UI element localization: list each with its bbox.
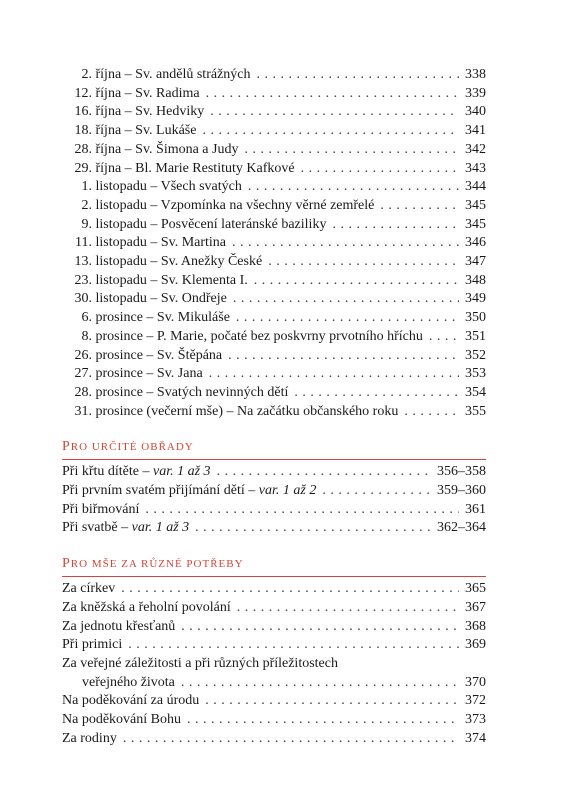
entry-page: 370 bbox=[465, 674, 486, 690]
dot-leader bbox=[202, 122, 459, 141]
entry-page: 362–364 bbox=[437, 520, 486, 536]
entry-page: 338 bbox=[465, 67, 486, 82]
section-heading-rites: PRO URČITÉ OBŘADY bbox=[62, 438, 486, 460]
entry-variant: var. 1 až 3 bbox=[153, 464, 211, 480]
entry-day: 2. bbox=[81, 67, 92, 82]
rites-list bbox=[62, 463, 486, 538]
dot-leader bbox=[257, 66, 460, 85]
toc-entry bbox=[62, 85, 486, 104]
dot-leader bbox=[145, 501, 459, 520]
dot-leader bbox=[181, 674, 459, 693]
entry-title: Při svatbě – bbox=[62, 520, 132, 536]
dot-leader bbox=[244, 141, 459, 160]
entry-day: 18. bbox=[74, 123, 92, 139]
section-heading-needs: PRO MŠE ZA RŮZNÉ POTŘEBY bbox=[62, 555, 486, 577]
entry-title: listopadu – Posvěcení lateránské baziliky bbox=[95, 216, 327, 232]
dot-leader bbox=[217, 463, 431, 482]
entry-title: Za jednotu křesťanů bbox=[62, 618, 176, 634]
dot-leader bbox=[429, 328, 459, 347]
dot-leader bbox=[232, 234, 459, 253]
entry-title: října – Sv. andělů strážných bbox=[95, 67, 251, 82]
entry-day: 23. bbox=[74, 272, 92, 288]
dot-leader bbox=[294, 384, 459, 403]
toc-entry bbox=[62, 253, 486, 272]
dot-leader bbox=[332, 216, 459, 235]
entry-page: 352 bbox=[465, 347, 486, 363]
entry-day: 26. bbox=[74, 347, 92, 363]
toc-entry bbox=[62, 519, 486, 538]
entry-day: 12. bbox=[74, 85, 92, 101]
entry-title: října – Bl. Marie Restituty Kafkové bbox=[95, 160, 295, 176]
entry-day: 6. bbox=[81, 310, 92, 326]
toc-entry-line2 bbox=[62, 674, 486, 693]
entry-page: 367 bbox=[465, 599, 486, 615]
dot-leader bbox=[404, 403, 459, 422]
dot-leader bbox=[209, 365, 459, 384]
toc-entry bbox=[62, 347, 486, 366]
entry-day: 16. bbox=[74, 104, 92, 120]
entry-page: 350 bbox=[465, 310, 486, 326]
entry-title: Za církev bbox=[62, 581, 116, 597]
dot-leader bbox=[254, 272, 459, 291]
entry-day: 28. bbox=[74, 141, 92, 157]
entry-day: 11. bbox=[75, 235, 92, 251]
toc-entry bbox=[62, 141, 486, 160]
dot-leader bbox=[206, 85, 459, 104]
entry-page: 354 bbox=[465, 384, 486, 400]
entry-title: listopadu – Vzpomínka na všechny věrné zemřelé bbox=[95, 197, 375, 213]
entry-variant: var. 1 až 3 bbox=[131, 520, 190, 536]
dot-leader bbox=[237, 599, 459, 618]
feast-list bbox=[62, 66, 486, 421]
entry-day: 13. bbox=[74, 254, 92, 270]
entry-page: 372 bbox=[465, 693, 486, 709]
dot-leader bbox=[123, 730, 459, 749]
entry-page: 344 bbox=[465, 179, 486, 195]
dot-leader bbox=[301, 160, 459, 179]
entry-title: Při primici bbox=[62, 637, 123, 653]
entry-page: 351 bbox=[465, 328, 486, 344]
entry-page: 374 bbox=[465, 730, 486, 746]
toc-entry bbox=[62, 103, 486, 122]
dot-leader bbox=[128, 636, 459, 655]
entry-title: října – Sv. Hedviky bbox=[95, 104, 205, 120]
entry-page: 368 bbox=[465, 618, 486, 634]
entry-day: 9. bbox=[81, 216, 92, 232]
entry-title: prosince – Svatých nevinných dětí bbox=[95, 384, 289, 400]
dot-leader bbox=[121, 580, 459, 599]
toc-entry bbox=[62, 178, 486, 197]
entry-page: 345 bbox=[465, 216, 486, 232]
entry-page: 355 bbox=[465, 403, 486, 419]
entry-title: prosince – P. Marie, počaté bez poskvrny prvotního hříchu bbox=[95, 328, 423, 344]
entry-title: října – Sv. Lukáše bbox=[95, 123, 197, 139]
toc-entry-line1 bbox=[62, 655, 486, 674]
entry-day: 8. bbox=[81, 328, 92, 344]
entry-day: 27. bbox=[74, 366, 92, 382]
dot-leader bbox=[195, 519, 431, 538]
entry-title: prosince – Sv. Jana bbox=[95, 366, 203, 382]
entry-title: Při biřmování bbox=[62, 501, 140, 517]
toc-entry bbox=[62, 365, 486, 384]
entry-page: 345 bbox=[465, 197, 486, 213]
entry-day: 29. bbox=[74, 160, 92, 176]
entry-title: Za veřejné záležitosti a při různých příležitostech bbox=[62, 655, 338, 671]
toc-entry bbox=[62, 730, 486, 749]
dot-leader bbox=[187, 711, 459, 730]
toc-entry bbox=[62, 328, 486, 347]
entry-title: listopadu – Sv. Klementa I. bbox=[95, 272, 248, 288]
entry-page: 369 bbox=[465, 637, 486, 653]
entry-page: 373 bbox=[465, 712, 486, 728]
toc-entry bbox=[62, 618, 486, 637]
entry-title: listopadu – Všech svatých bbox=[95, 179, 242, 195]
entry-page: 340 bbox=[465, 104, 486, 120]
dot-leader bbox=[228, 347, 459, 366]
dot-leader bbox=[248, 178, 459, 197]
toc-entry bbox=[62, 463, 486, 482]
entry-title: Při prvním svatém přijímání dětí – bbox=[62, 483, 259, 499]
dot-leader bbox=[205, 692, 459, 711]
entry-title: prosince – Sv. Mikuláše bbox=[95, 310, 230, 326]
toc-entry bbox=[62, 692, 486, 711]
entry-day: 28. bbox=[74, 384, 92, 400]
toc-entry bbox=[62, 403, 486, 422]
entry-title: října – Sv. Šimona a Judy bbox=[95, 141, 239, 157]
dot-leader bbox=[233, 290, 459, 309]
dot-leader bbox=[322, 482, 431, 501]
entry-page: 347 bbox=[465, 254, 486, 270]
dot-leader bbox=[380, 197, 459, 216]
toc-entry bbox=[62, 711, 486, 730]
entry-title: listopadu – Sv. Ondřeje bbox=[95, 291, 227, 307]
entry-title: Za rodiny bbox=[62, 730, 117, 746]
entry-day: 2. bbox=[81, 197, 92, 213]
entry-title: Při křtu dítěte – bbox=[62, 464, 153, 480]
toc-entry bbox=[62, 160, 486, 179]
entry-page: 361 bbox=[465, 501, 486, 517]
dot-leader bbox=[210, 103, 459, 122]
toc-entry bbox=[62, 197, 486, 216]
entry-variant: var. 1 až 2 bbox=[258, 483, 317, 499]
needs-list bbox=[62, 580, 486, 748]
entry-title: prosince – Sv. Štěpána bbox=[95, 347, 223, 363]
toc-entry bbox=[62, 636, 486, 655]
entry-page: 346 bbox=[465, 235, 486, 251]
toc-entry bbox=[62, 482, 486, 501]
dot-leader bbox=[268, 253, 459, 272]
toc-entry bbox=[62, 66, 486, 85]
entry-page: 359–360 bbox=[437, 483, 486, 499]
entry-title: října – Sv. Radima bbox=[95, 85, 200, 101]
entry-page: 341 bbox=[465, 123, 486, 139]
toc-entry bbox=[62, 290, 486, 309]
entry-day: 30. bbox=[74, 291, 92, 307]
entry-page: 365 bbox=[465, 581, 486, 597]
entry-page: 339 bbox=[465, 85, 486, 101]
toc-entry bbox=[62, 384, 486, 403]
entry-title: Na poděkování Bohu bbox=[62, 712, 181, 728]
entry-page: 342 bbox=[465, 141, 486, 157]
toc-entry bbox=[62, 272, 486, 291]
entry-day: 31. bbox=[74, 403, 92, 419]
toc-entry bbox=[62, 501, 486, 520]
entry-day: 1. bbox=[81, 179, 92, 195]
entry-title: Na poděkování za úrodu bbox=[62, 693, 200, 709]
dot-leader bbox=[236, 309, 459, 328]
entry-page: 348 bbox=[465, 272, 486, 288]
entry-page: 353 bbox=[465, 366, 486, 382]
entry-page: 349 bbox=[465, 291, 486, 307]
entry-page: 343 bbox=[465, 160, 486, 176]
toc-entry bbox=[62, 309, 486, 328]
entry-title-continued: veřejného života bbox=[82, 674, 175, 690]
entry-title: prosince (večerní mše) – Na začátku občanského roku bbox=[95, 403, 399, 419]
toc-entry bbox=[62, 216, 486, 235]
entry-page: 356–358 bbox=[437, 464, 486, 480]
toc-entry bbox=[62, 234, 486, 253]
toc-entry bbox=[62, 122, 486, 141]
entry-title: Za kněžská a řeholní povolání bbox=[62, 599, 231, 615]
toc-entry bbox=[62, 599, 486, 618]
entry-title: listopadu – Sv. Martina bbox=[95, 235, 227, 251]
entry-title: listopadu – Sv. Anežky České bbox=[95, 254, 263, 270]
dot-leader bbox=[181, 618, 459, 637]
toc-entry bbox=[62, 580, 486, 599]
